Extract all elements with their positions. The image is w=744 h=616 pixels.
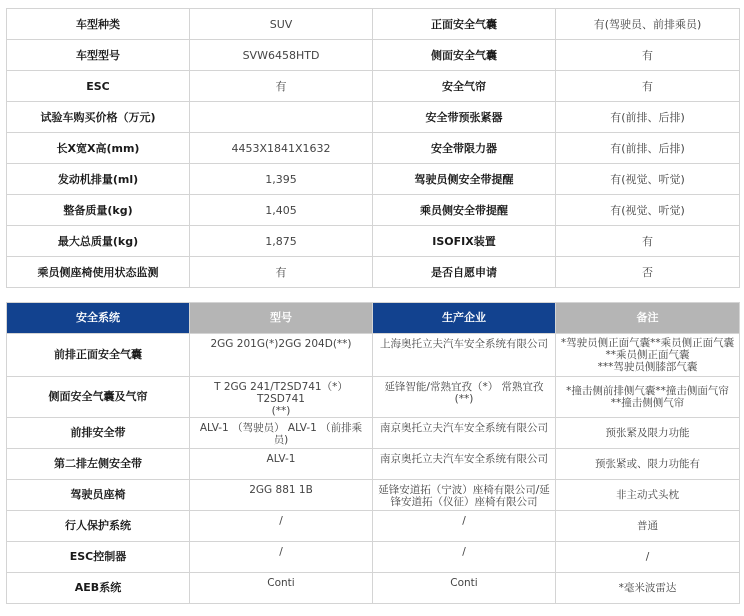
- safety-system-name: 行人保护系统: [7, 511, 190, 542]
- safety-model: 2GG 201G(*)2GG 204D(**): [190, 334, 373, 377]
- spec-row: [7, 257, 740, 288]
- spec-label: 正面安全气囊: [373, 9, 556, 40]
- safety-row: [7, 511, 740, 542]
- safety-maker: 南京奥托立夫汽车安全系统有限公司: [373, 418, 556, 449]
- spec-value: 1,405: [190, 195, 373, 226]
- spec-value: 有(前排、后排): [556, 102, 740, 133]
- spec-value: [190, 102, 373, 133]
- safety-maker: /: [373, 511, 556, 542]
- header-model: 型号: [190, 303, 373, 334]
- safety-row: [7, 542, 740, 573]
- spec-label: 安全带限力器: [373, 133, 556, 164]
- safety-system-name: 前排正面安全气囊: [7, 334, 190, 377]
- safety-system-name: AEB系统: [7, 573, 190, 604]
- spec-value: 有(前排、后排): [556, 133, 740, 164]
- spec-value: 有: [556, 226, 740, 257]
- safety-note: *毫米波雷达: [556, 573, 740, 604]
- safety-system-name: 前排安全带: [7, 418, 190, 449]
- safety-note: 非主动式头枕: [556, 480, 740, 511]
- spec-label: 安全带预张紧器: [373, 102, 556, 133]
- safety-maker: 南京奥托立夫汽车安全系统有限公司: [373, 449, 556, 480]
- spec-row: [7, 9, 740, 40]
- spec-label: 是否自愿申请: [373, 257, 556, 288]
- header-maker: 生产企业: [373, 303, 556, 334]
- spec-value: 有: [556, 71, 740, 102]
- spec-label: 发动机排量(ml): [7, 164, 190, 195]
- safety-maker: /: [373, 542, 556, 573]
- safety-system-name: 第二排左侧安全带: [7, 449, 190, 480]
- spec-label: 长X宽X高(mm): [7, 133, 190, 164]
- spec-label: 车型型号: [7, 40, 190, 71]
- safety-header-row: [7, 303, 740, 334]
- spec-row: [7, 133, 740, 164]
- spec-value: 有(驾驶员、前排乘员): [556, 9, 740, 40]
- spec-value: 有(视觉、听觉): [556, 164, 740, 195]
- spec-label: ISOFIX装置: [373, 226, 556, 257]
- safety-model: /: [190, 542, 373, 573]
- safety-model: ALV-1: [190, 449, 373, 480]
- spec-value: 有(视觉、听觉): [556, 195, 740, 226]
- safety-system-table: [6, 302, 740, 604]
- safety-note: 普通: [556, 511, 740, 542]
- spec-label: 整备质量(kg): [7, 195, 190, 226]
- spec-value: 有: [190, 257, 373, 288]
- spec-value: 1,875: [190, 226, 373, 257]
- safety-note: 预张紧或、限力功能有: [556, 449, 740, 480]
- safety-note: *撞击侧前排侧气囊**撞击侧面气帘 **撞击侧侧气帘: [556, 377, 740, 418]
- spec-label: 试验车购买价格（万元): [7, 102, 190, 133]
- spec-value: SUV: [190, 9, 373, 40]
- spec-value: 1,395: [190, 164, 373, 195]
- vehicle-spec-table: [6, 8, 740, 288]
- safety-row: [7, 480, 740, 511]
- spec-label: 驾驶员侧安全带提醒: [373, 164, 556, 195]
- safety-maker: 上海奥托立夫汽车安全系统有限公司: [373, 334, 556, 377]
- spec-row: [7, 164, 740, 195]
- spec-value: 有: [190, 71, 373, 102]
- safety-model: 2GG 881 1B: [190, 480, 373, 511]
- safety-model: ALV-1 （驾驶员） ALV-1 （前排乘 员): [190, 418, 373, 449]
- spec-value: 有: [556, 40, 740, 71]
- safety-maker: Conti: [373, 573, 556, 604]
- spec-row: [7, 102, 740, 133]
- spec-label: 车型种类: [7, 9, 190, 40]
- spec-label: ESC: [7, 71, 190, 102]
- safety-row: [7, 377, 740, 418]
- spec-label: 侧面安全气囊: [373, 40, 556, 71]
- header-system: 安全系统: [7, 303, 190, 334]
- safety-system-name: 驾驶员座椅: [7, 480, 190, 511]
- spec-label: 最大总质量(kg): [7, 226, 190, 257]
- spec-row: [7, 226, 740, 257]
- spec-row: [7, 195, 740, 226]
- spec-label: 乘员侧安全带提醒: [373, 195, 556, 226]
- safety-row: [7, 418, 740, 449]
- safety-note: /: [556, 542, 740, 573]
- safety-row: [7, 334, 740, 377]
- safety-model: /: [190, 511, 373, 542]
- safety-system-name: 侧面安全气囊及气帘: [7, 377, 190, 418]
- safety-maker: 延锋智能/常熟宜孜（*） 常熟宜孜 (**): [373, 377, 556, 418]
- spec-label: 安全气帘: [373, 71, 556, 102]
- safety-model: Conti: [190, 573, 373, 604]
- spec-value: 4453X1841X1632: [190, 133, 373, 164]
- spec-row: [7, 40, 740, 71]
- header-note: 备注: [556, 303, 740, 334]
- spec-value: SVW6458HTD: [190, 40, 373, 71]
- safety-note: *驾驶员侧正面气囊**乘员侧正面气囊 **乘员侧正面气囊 ***驾驶员侧膝部气囊: [556, 334, 740, 377]
- safety-maker: 延锋安道拓（宁波）座椅有限公司/延 锋安道拓（仪征）座椅有限公司: [373, 480, 556, 511]
- safety-row: [7, 573, 740, 604]
- safety-row: [7, 449, 740, 480]
- safety-model: T 2GG 241/T2SD741（*）T2SD741 (**): [190, 377, 373, 418]
- spec-label: 乘员侧座椅使用状态监测: [7, 257, 190, 288]
- spec-value: 否: [556, 257, 740, 288]
- safety-note: 预张紧及限力功能: [556, 418, 740, 449]
- safety-system-name: ESC控制器: [7, 542, 190, 573]
- spec-row: [7, 71, 740, 102]
